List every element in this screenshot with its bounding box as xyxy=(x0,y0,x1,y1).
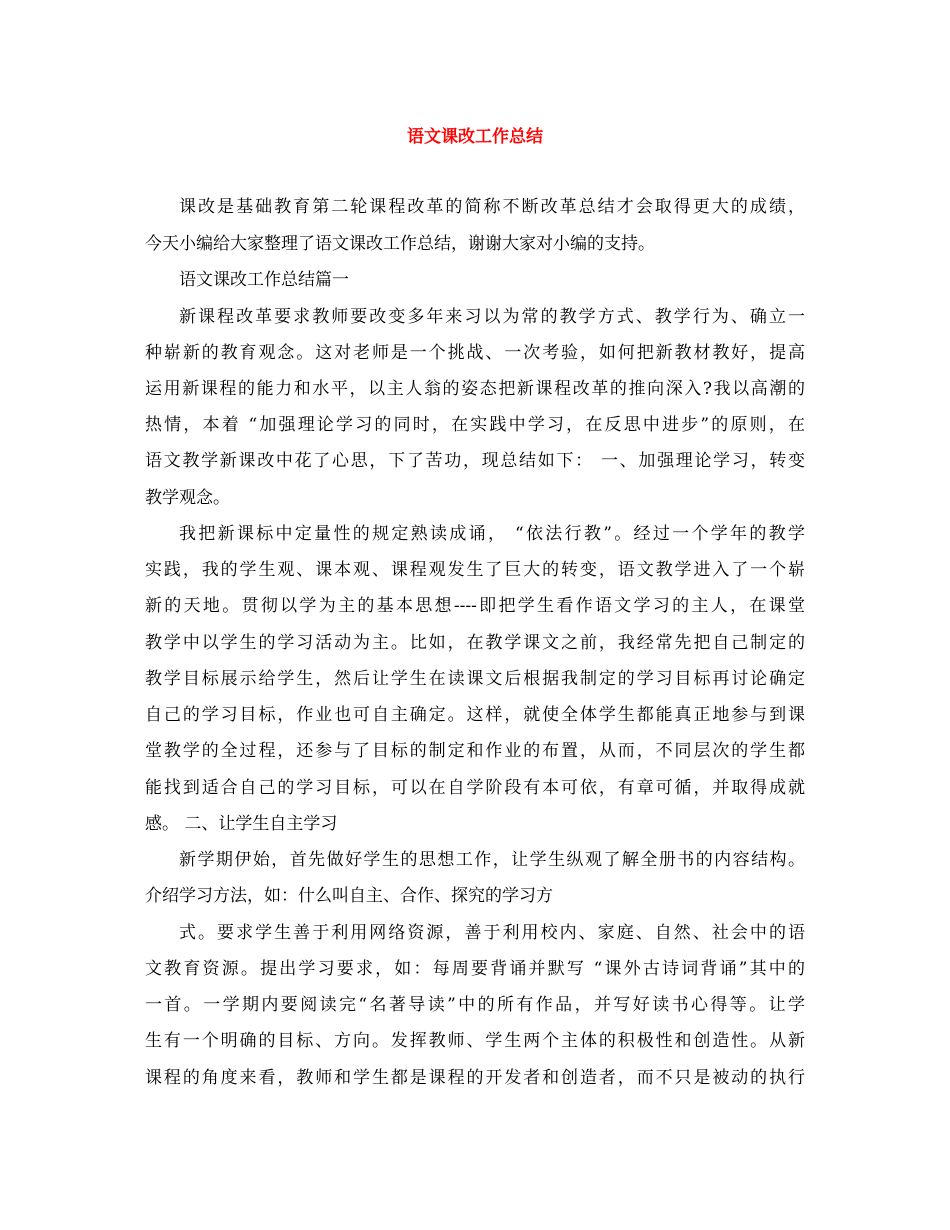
text-line: 今天小编给大家整理了语文课改工作总结，谢谢大家对小编的支持。 xyxy=(145,234,655,254)
text-line: 能找到适合自己的学习目标，可以在自学阶段有本可依，有章可循，并取得成就 xyxy=(145,778,805,798)
text-line: 语文教学新课改中花了心思，下了苦功，现总结如下： 一、加强理论学习，转变 xyxy=(145,451,805,471)
text-line: 一首。一学期内要阅读完“名著导读”中的所有作品，并写好读书心得等。让学 xyxy=(145,995,805,1015)
text-line: 运用新课程的能力和水平，以主人翁的姿态把新课程改革的推向深入?我以高潮的 xyxy=(145,379,805,399)
text-line: 生有一个明确的目标、方向。发挥教师、学生两个主体的积极性和创造性。从新 xyxy=(145,1031,805,1051)
document-title: 语文课改工作总结 xyxy=(407,127,543,147)
text-line: 教学目标展示给学生，然后让学生在读课文后根据我制定的学习目标再讨论确定 xyxy=(145,669,805,689)
text-line: 感。 二、让学生自主学习 xyxy=(145,814,338,834)
text-line: 课改是基础教育第二轮课程改革的简称不断改革总结才会取得更大的成绩， xyxy=(179,197,805,217)
text-line: 教学中以学生的学习活动为主。比如，在教学课文之前，我经常先把自己制定的 xyxy=(145,633,805,653)
text-line: 种崭新的教育观念。这对老师是一个挑战、一次考验，如何把新教材教好，提高 xyxy=(145,343,805,363)
text-line: 实践，我的学生观、课本观、课程观发生了巨大的转变，语文教学进入了一个崭 xyxy=(145,560,805,580)
text-line: 我把新课标中定量性的规定熟读成诵， “依法行教”。经过一个学年的教学 xyxy=(179,524,805,544)
text-line: 介绍学习方法，如：什么叫自主、合作、探究的学习方 xyxy=(145,886,553,906)
text-line: 文教育资源。提出学习要求，如：每周要背诵并默写 “课外古诗词背诵”其中的 xyxy=(145,959,805,979)
text-line: 堂教学的全过程，还参与了目标的制定和作业的布置，从而，不同层次的学生都 xyxy=(145,741,805,761)
text-line: 式。要求学生善于利用网络资源，善于利用校内、家庭、自然、社会中的语 xyxy=(179,923,805,943)
text-line: 新学期伊始，首先做好学生的思想工作，让学生纵观了解全册书的内容结构。 xyxy=(179,850,805,870)
text-line: 教学观念。 xyxy=(145,488,230,508)
text-line: 自己的学习目标，作业也可自主确定。这样，就使全体学生都能真正地参与到课 xyxy=(145,705,805,725)
text-line: 课程的角度来看，教师和学生都是课程的开发者和创造者，而不只是被动的执行 xyxy=(145,1068,805,1088)
text-line: 新课程改革要求教师要改变多年来习以为常的教学方式、教学行为、确立一 xyxy=(179,307,805,327)
section-heading: 语文课改工作总结篇一 xyxy=(179,270,349,290)
text-line: 新的天地。贯彻以学为主的基本思想----即把学生看作语文学习的主人，在课堂 xyxy=(145,596,805,616)
text-line: 热情，本着 “加强理论学习的同时，在实践中学习，在反思中进步”的原则，在 xyxy=(145,415,805,435)
